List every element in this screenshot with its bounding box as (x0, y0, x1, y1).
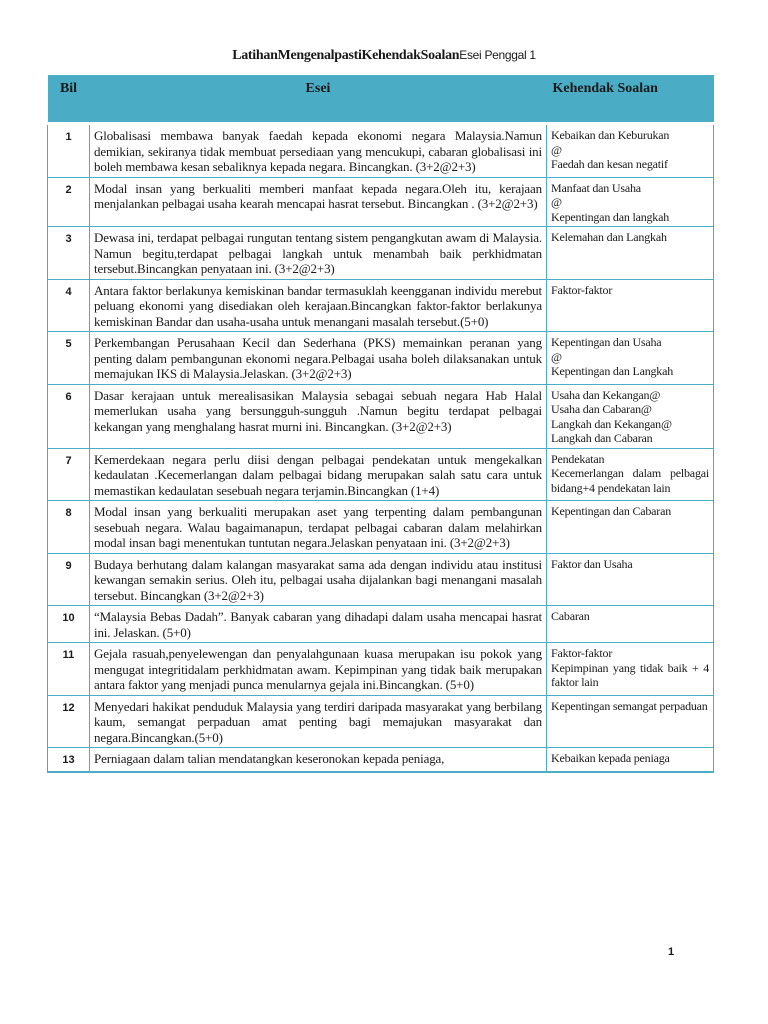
table-body (48, 124, 714, 772)
question-requirement (547, 448, 714, 501)
requirement-line: @ (551, 349, 562, 364)
essay-question: Menyedari hakikat penduduk Malaysia yang terdiri daripada masyarakat yang berbilang kaum, semangat perpaduan amat penting bagi memajukan masyarakat dan negara.Bincangkan.(5+0) (90, 695, 547, 748)
table-row (48, 501, 714, 554)
essay-question: Perniagaan dalam talian mendatangkan keseronokan kepada peniaga, (90, 748, 547, 772)
table-row (48, 695, 714, 748)
table-row (48, 177, 714, 227)
requirement-line: Faedah dan kesan negatif (551, 157, 668, 171)
title-sub: Esei Penggal 1 (459, 48, 536, 62)
requirement-line: Kepentingan semangat perpaduan (551, 698, 708, 713)
requirement-line: Faktor dan Usaha (551, 556, 633, 571)
essay-question: Dasar kerajaan untuk merealisasikan Malaysia sebagai sebuah negara Hab Halal memerlukan usaha yang bersungguh-sungguh .Namun begitu terdapat pelbagai kekangan yang menghalang hasrat murni ini. Bincangkan. (3+2@2+3) (90, 384, 547, 448)
row-number: 1 (48, 124, 90, 178)
requirement-line: Faktor-faktor (551, 282, 613, 297)
row-number: 9 (48, 553, 90, 606)
title-main: LatihanMengenalpastiKehendakSoalan (232, 48, 460, 63)
essay-question: “Malaysia Bebas Dadah”. Banyak cabaran yang dihadapi dalam usaha mencapai hasrat ini. Jelaskan. (5+0) (90, 606, 547, 643)
table-row (48, 227, 714, 280)
row-number: 6 (48, 384, 90, 448)
question-requirement (547, 695, 714, 748)
question-requirement (547, 332, 714, 385)
question-requirement (547, 177, 714, 227)
requirement-line: Kepentingan dan Usaha (551, 335, 662, 349)
table-row (48, 748, 714, 772)
essay-question: Dewasa ini, terdapat pelbagai rungutan tentang sistem pengangkutan awam di Malaysia. Namun begitu,terdapat pelbagai langkah untuk menambah baik perkhidmatan tersebut.Bincangkan penyataan ini. (3+2@2+3) (90, 227, 547, 280)
essay-table (47, 75, 714, 773)
requirement-line: @ (551, 142, 562, 157)
requirement-line: Langkah dan Kekangan@ (551, 416, 672, 431)
table-header-row (48, 75, 714, 124)
requirement-line: Kebaikan dan Keburukan (551, 128, 670, 142)
row-number: 13 (48, 748, 90, 772)
essay-question: Modal insan yang berkualiti merupakan aset yang terpenting dalam pembangunan sesebuah negara. Walau bagaimanapun, terdapat pelbagai cabaran dalam melahirkan modal insan bagi menentukan tuntutan negara.Jelaskan penyataan ini. (3+2@2+3) (90, 501, 547, 554)
question-requirement (547, 553, 714, 606)
question-requirement (547, 501, 714, 554)
essay-question: Budaya berhutang dalam kalangan masyarakat sama ada dengan individu atau institusi kewangan semakin serius. Oleh itu, pelbagai usaha dijalankan bagi menangani masalah tersebut. Bincangkan (3+2@2+3) (90, 553, 547, 606)
table-row (48, 279, 714, 332)
page-title (0, 48, 768, 64)
question-requirement (547, 279, 714, 332)
requirement-line: Kepimpinan yang tidak baik + 4 faktor lain (551, 660, 709, 689)
requirement-line: Kecemerlangan dalam pelbagai bidang+4 pendekatan lain (551, 466, 709, 495)
table-row (48, 643, 714, 696)
table-row (48, 384, 714, 448)
question-requirement (547, 384, 714, 448)
table-row (48, 448, 714, 501)
requirement-line: Kelemahan dan Langkah (551, 230, 667, 244)
requirement-line: @ (551, 195, 562, 209)
requirement-line: Kebaikan kepada peniaga (551, 751, 670, 765)
essay-question: Gejala rasuah,penyelewengan dan penyalahgunaan kuasa merupakan isu pokok yang mengugat integritidalam perkhidmatan awam. Kepimpinan yang tidak baik merupakan antara faktor yang menjadi punca menularnya gejala ini.Bincangkan. (5+0) (90, 643, 547, 696)
table-row (48, 606, 714, 643)
table-row (48, 332, 714, 385)
row-number: 7 (48, 448, 90, 501)
requirement-line: Kepentingan dan langkah (551, 209, 670, 224)
requirement-line: Manfaat dan Usaha (551, 180, 641, 195)
header-bil: Bil (48, 75, 90, 124)
header-kehendak: Kehendak Soalan (547, 75, 714, 124)
question-requirement (547, 124, 714, 178)
row-number: 5 (48, 332, 90, 385)
essay-question: Kemerdekaan negara perlu diisi dengan pelbagai pendekatan untuk mengekalkan kedaulatan .Kecemerlangan dalam pelbagai bidang merupakan salah satu cara untuk memastikan kedaulatan sesebuah negara terjamin.Bincangkan (1+4) (90, 448, 547, 501)
row-number: 3 (48, 227, 90, 280)
question-requirement (547, 606, 714, 643)
requirement-line: Usaha dan Kekangan@ (551, 387, 661, 402)
row-number: 12 (48, 695, 90, 748)
requirement-line: Kepentingan dan Cabaran (551, 504, 672, 518)
question-requirement (547, 748, 714, 772)
row-number: 4 (48, 279, 90, 332)
requirement-line: Usaha dan Cabaran@ (551, 402, 652, 416)
row-number: 2 (48, 177, 90, 227)
table-row (48, 124, 714, 178)
row-number: 10 (48, 606, 90, 643)
page-number: 1 (668, 946, 675, 958)
essay-question: Modal insan yang berkualiti memberi manfaat kepada negara.Oleh itu, kerajaan menjalankan pelbagai usaha kearah mencapai hasrat tersebut. Bincangkan . (3+2@2+3) (90, 177, 547, 227)
essay-question: Globalisasi membawa banyak faedah kepada ekonomi negara Malaysia.Namun demikian, sekiranya tidak membuat persediaan yang mencukupi, cabaran globalisasi ini boleh membawa kesan sebaliknya kepada negara. Bincangkan. (3+2@2+3) (90, 124, 547, 178)
row-number: 11 (48, 643, 90, 696)
requirement-line: Kepentingan dan Langkah (551, 364, 674, 378)
requirement-line: Langkah dan Cabaran (551, 431, 653, 445)
requirement-line: Faktor-faktor (551, 646, 613, 660)
header-esei: Esei (90, 75, 547, 124)
question-requirement (547, 643, 714, 696)
requirement-line: Pendekatan (551, 451, 605, 466)
table-row (48, 553, 714, 606)
question-requirement (547, 227, 714, 280)
row-number: 8 (48, 501, 90, 554)
requirement-line: Cabaran (551, 609, 590, 623)
essay-question: Antara faktor berlakunya kemiskinan bandar termasuklah keengganan individu merebut peluang ekonomi yang disediakan oleh kerajaan.Bincangkan faktor-faktor berlakunya kemiskinan Bandar dan usaha-usaha untuk menangani masalah tersebut.(5+0) (90, 279, 547, 332)
essay-question: Perkembangan Perusahaan Kecil dan Sederhana (PKS) memainkan peranan yang penting dalam pembangunan ekonomi negara.Pelbagai usaha boleh dilaksanakan untuk memajukan IKS di Malaysia.Jelaskan. (3+2@2+3) (90, 332, 547, 385)
